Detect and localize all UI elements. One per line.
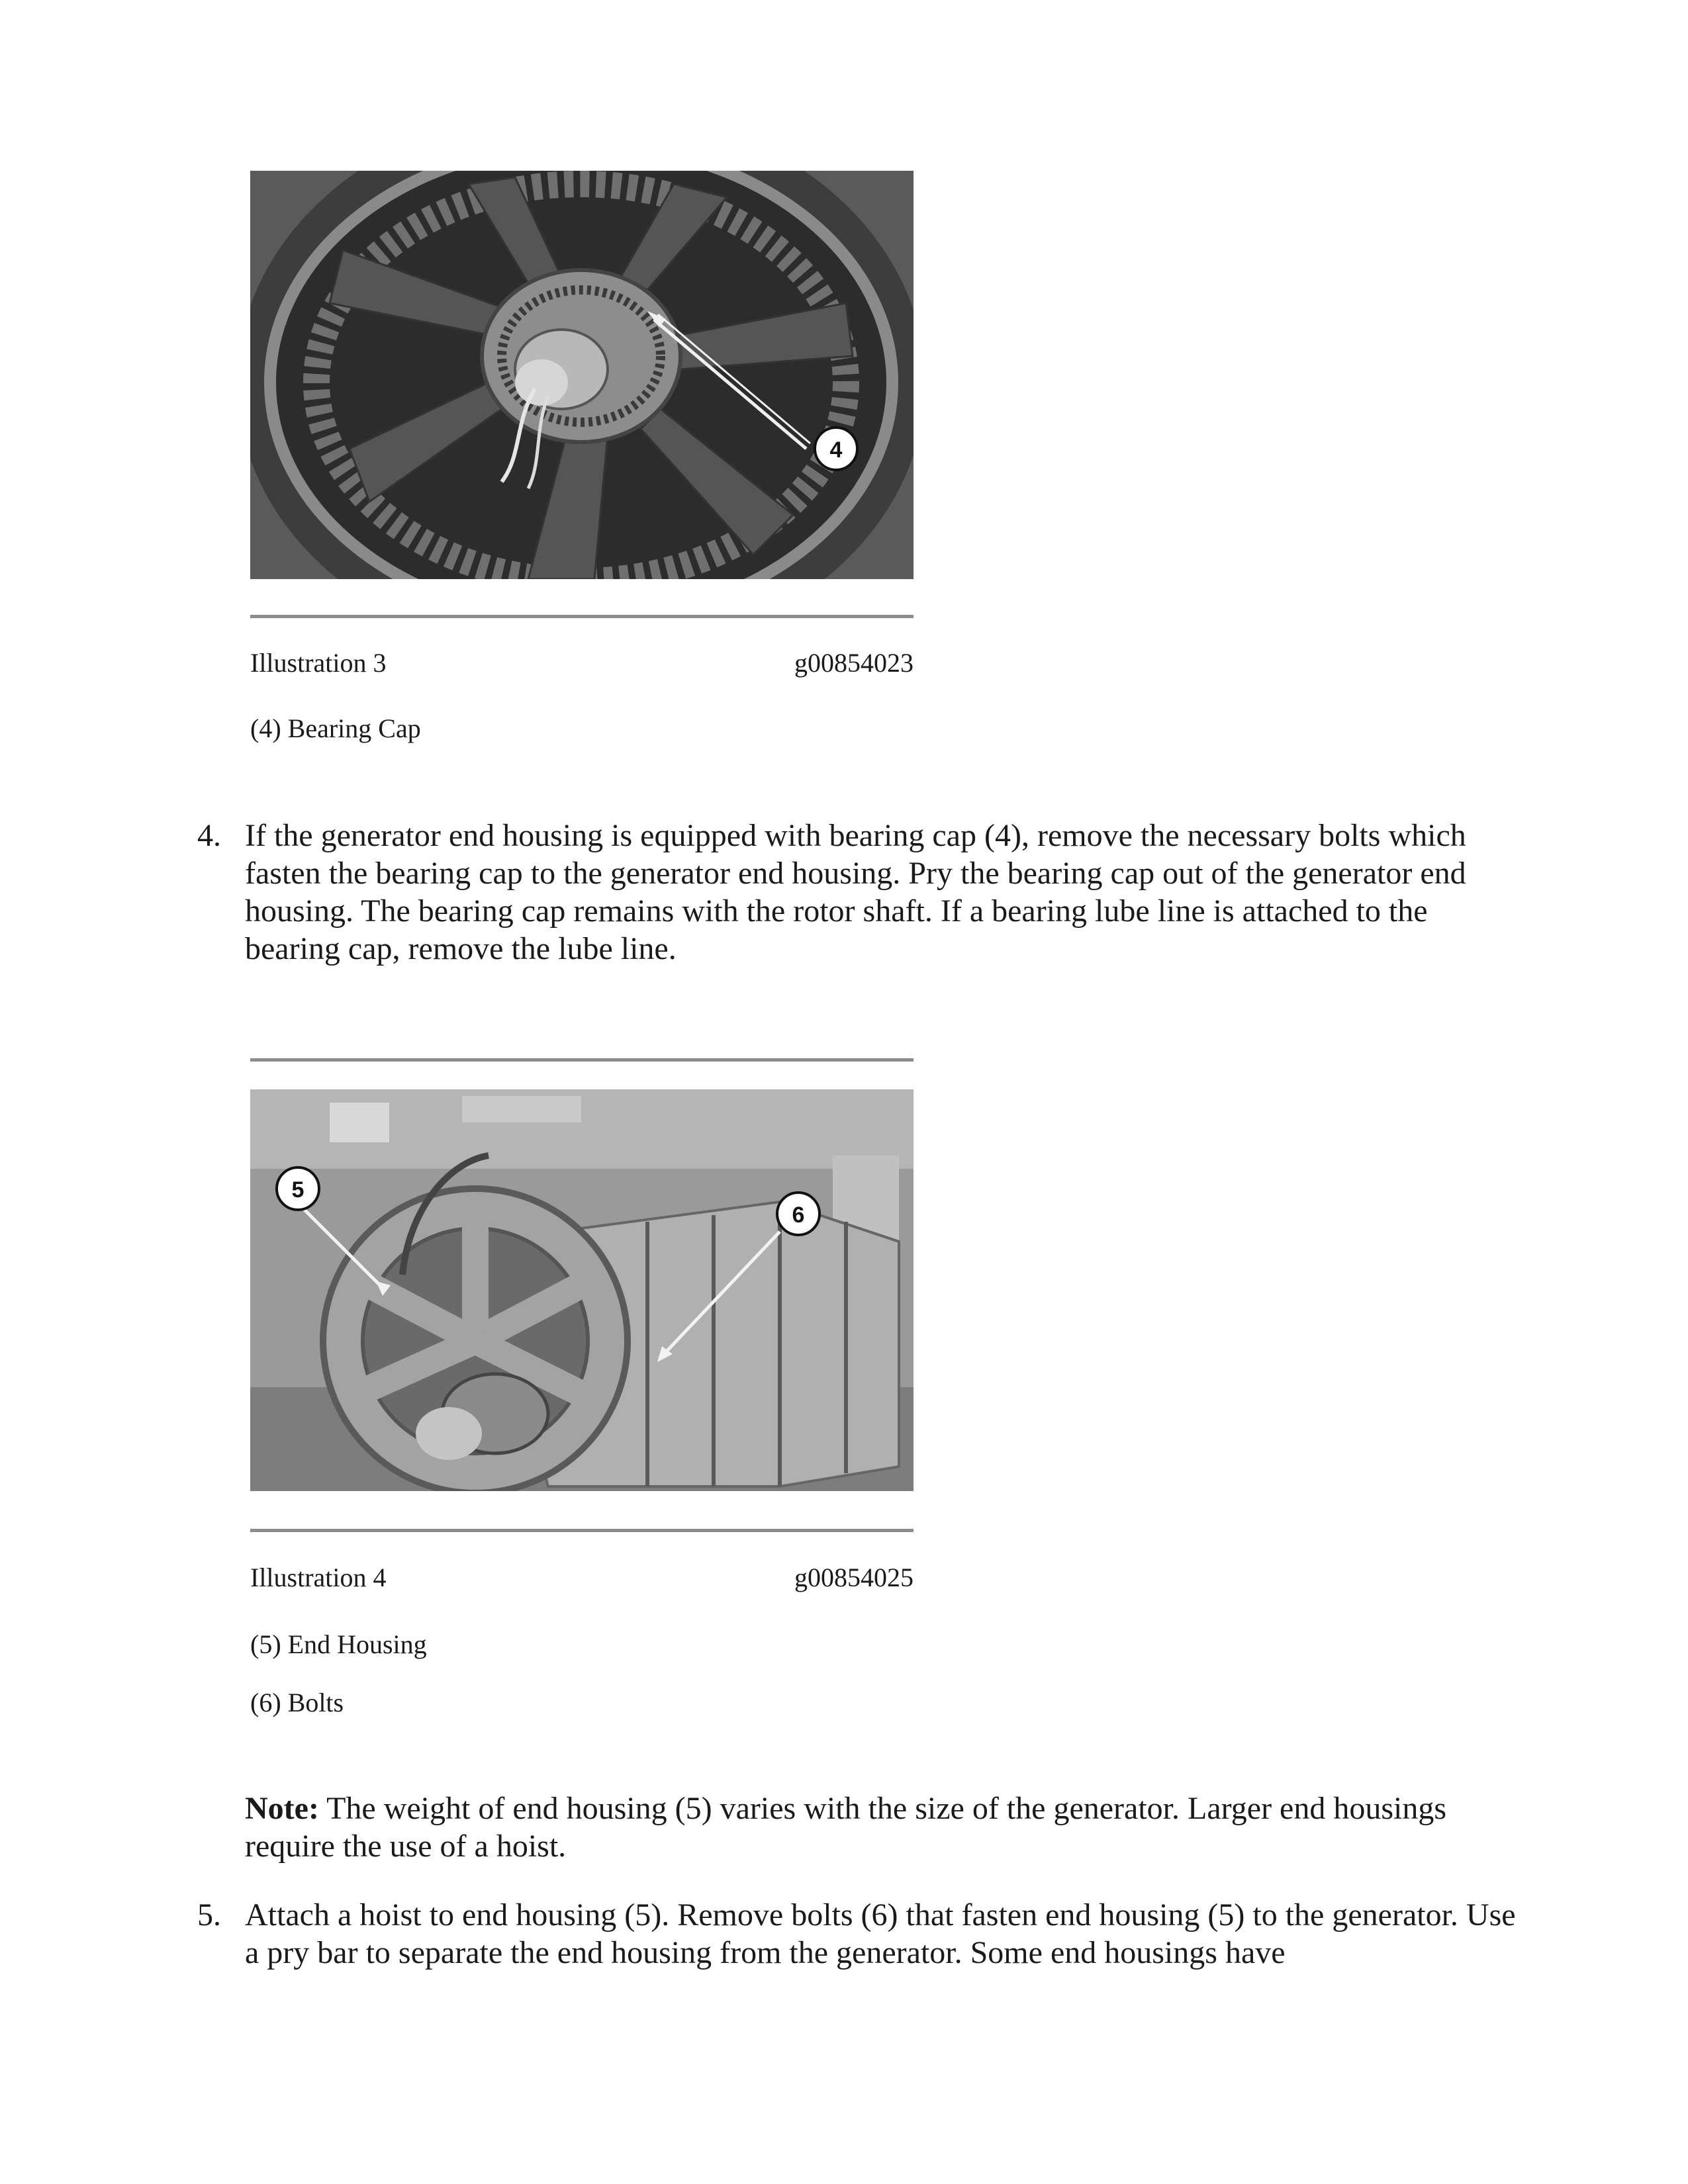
callout-5-label: 5 xyxy=(291,1177,305,1203)
illustration-3-id: g00854023 xyxy=(794,648,914,678)
note-label: Note: xyxy=(245,1791,319,1826)
illustration-4-divider xyxy=(250,1529,914,1532)
illustration-3-legend-item: (4) Bearing Cap xyxy=(250,713,421,743)
step-4 xyxy=(197,817,1521,969)
note-paragraph xyxy=(245,1790,1516,1865)
callout-6-label: 6 xyxy=(792,1203,805,1228)
step-4-text: If the generator end housing is equipped with bearing cap (4), remove the necessary bolts which fasten the bearing cap to the generator end housing. Pry the bearing cap out of the generator end housing. The bearing cap remains with the rotor shaft. If a bearing lube line is attached to the bearing cap, remove the lube line. xyxy=(245,818,1466,966)
illustration-3-photo xyxy=(250,171,914,579)
illustration-4-legend-item: (5) End Housing xyxy=(250,1629,427,1659)
step-5-number: 5. xyxy=(197,1897,221,1933)
illustration-4-top-divider xyxy=(250,1058,914,1062)
illustration-4-legend-item: (6) Bolts xyxy=(250,1688,344,1717)
illustration-3-label: Illustration 3 xyxy=(250,648,387,678)
step-5-text: Attach a hoist to end housing (5). Remove bolts (6) that fasten end housing (5) to the generator. Use a pry bar to separate the end housing from the generator. Some end housings have xyxy=(245,1897,1516,1970)
step-5 xyxy=(197,1896,1521,1976)
note-text: The weight of end housing (5) varies with the size of the generator. Larger end housings require the use of a hoist. xyxy=(245,1791,1447,1864)
illustration-4-id: g00854025 xyxy=(794,1563,914,1592)
illustration-3-divider xyxy=(250,615,914,618)
step-4-number: 4. xyxy=(197,818,221,853)
callout-4-label: 4 xyxy=(829,437,843,463)
illustration-4-photo xyxy=(250,1089,914,1491)
illustration-4-label: Illustration 4 xyxy=(250,1563,387,1592)
